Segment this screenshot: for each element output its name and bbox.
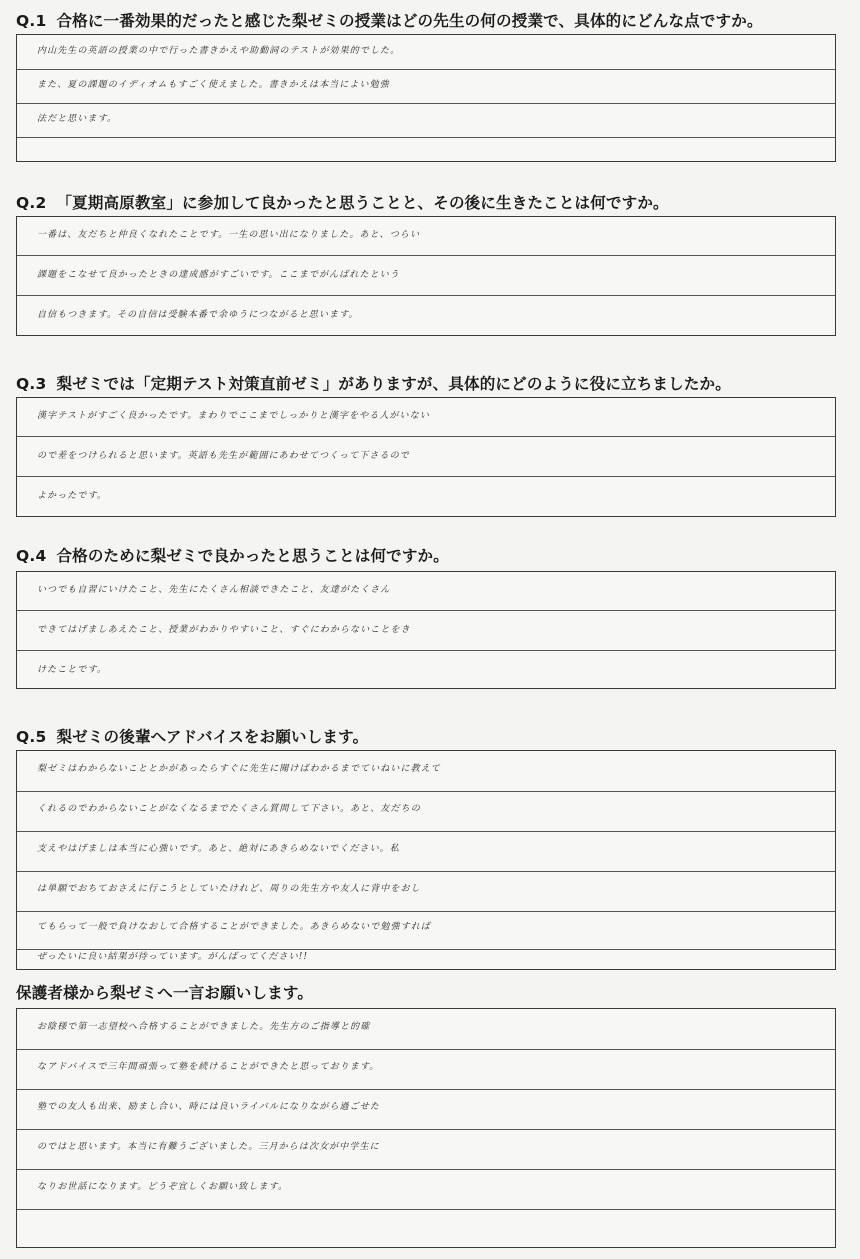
answer-line: なりお世話になります。どうぞ宜しくお願い致します。: [37, 1182, 289, 1192]
answer-box: [16, 397, 836, 517]
question-heading: [16, 982, 313, 1004]
answer-box: [16, 571, 836, 689]
answer-line: いつでも自習にいけたこと、先生にたくさん相談できたこと、友達がたくさん: [37, 585, 391, 595]
answer-line: 自信もつきます。その自信は受験本番で余ゆうにつながると思います。: [37, 310, 359, 320]
answer-line: ので差をつけられると思います。英語も先生が範囲にあわせてつくって下さるので: [37, 451, 410, 461]
answer-line: また、夏の課題のイディオムもすごく使えました。書きかえは本当によい勉強: [37, 80, 390, 90]
answer-line: のではと思います。本当に有難うございました。三月からは次女が中学生に: [37, 1142, 380, 1152]
answer-line: 一番は、友だちと仲良くなれたことです。一生の思い出になりました。あと、つらい: [37, 230, 421, 240]
question-number: Q.4: [16, 547, 47, 565]
question-text: 梨ゼミの後輩へアドバイスをお願いします。: [56, 728, 369, 746]
answer-box: [16, 1008, 836, 1248]
question-number: Q.2: [16, 194, 47, 212]
answer-line: よかったです。: [37, 491, 107, 501]
question-text: 梨ゼミでは「定期テスト対策直前ゼミ」がありますが、具体的にどのように役に立ちましたか。: [56, 375, 731, 393]
question-heading: [16, 726, 368, 748]
answer-line: 内山先生の英語の授業の中で行った書きかえや助動詞のテストが効果的でした。: [37, 46, 401, 56]
question-text: 「夏期高原教室」に参加して良かったと思うことと、その後に生きたことは何ですか。: [56, 194, 669, 212]
answer-line: できてはげましあえたこと、授業がわかりやすいこと、すぐにわからないことをき: [37, 625, 411, 635]
question-number: Q.3: [16, 375, 47, 393]
answer-line: 漢字テストがすごく良かったです。まわりでここまでしっかりと漢字をやる人がいない: [37, 411, 430, 421]
answer-line: 支えやはげましは本当に心強いです。あと、絶対にあきらめないでください。私: [37, 844, 400, 854]
question-text: 合格のために梨ゼミで良かったと思うことは何ですか。: [56, 547, 449, 565]
answer-line: 課題をこなせて良かったときの達成感がすごいです。ここまでがんばれたという: [37, 270, 400, 280]
answer-line: くれるのでわからないことがなくなるまでたくさん質問して下さい。あと、友だちの: [37, 804, 421, 814]
question-heading: [16, 373, 731, 395]
answer-box: [16, 216, 836, 336]
answer-line: 法だと思います。: [37, 114, 118, 124]
question-text: 保護者様から梨ゼミへ一言お願いします。: [16, 984, 314, 1002]
question-heading: [16, 10, 763, 32]
answer-box: [16, 750, 836, 970]
question-number: Q.1: [16, 12, 47, 30]
answer-line: お陰様で第一志望校へ合格することができました。先生方のご指導と的確: [37, 1022, 371, 1032]
question-text: 合格に一番効果的だったと感じた梨ゼミの授業はどの先生の何の授業で、具体的にどんな点ですか。: [56, 12, 763, 30]
answer-line: 塾での友人も出来、励まし合い、時には良いライバルになりながら過ごせた: [37, 1102, 380, 1112]
answer-line: てもらって一般で負けなおして合格することができました。あきらめないで勉強すれば: [37, 922, 431, 932]
answer-box: [16, 34, 836, 162]
answer-line: は単願でおちておさえに行こうとしていたけれど、周りの先生方や友人に背中をおし: [37, 884, 421, 894]
question-heading: [16, 192, 669, 214]
question-heading: [16, 545, 449, 567]
answer-line: ぜったいに良い結果が待っています。がんばってください!!: [37, 952, 309, 962]
answer-line: 梨ゼミはわからないこととかがあったらすぐに先生に聞けばわかるまでていねいに教えて: [37, 764, 441, 774]
answer-line: なアドバイスで三年間頑張って塾を続けることができたと思っております。: [37, 1062, 380, 1072]
question-number: Q.5: [16, 728, 47, 746]
answer-line: けたことです。: [37, 665, 107, 675]
